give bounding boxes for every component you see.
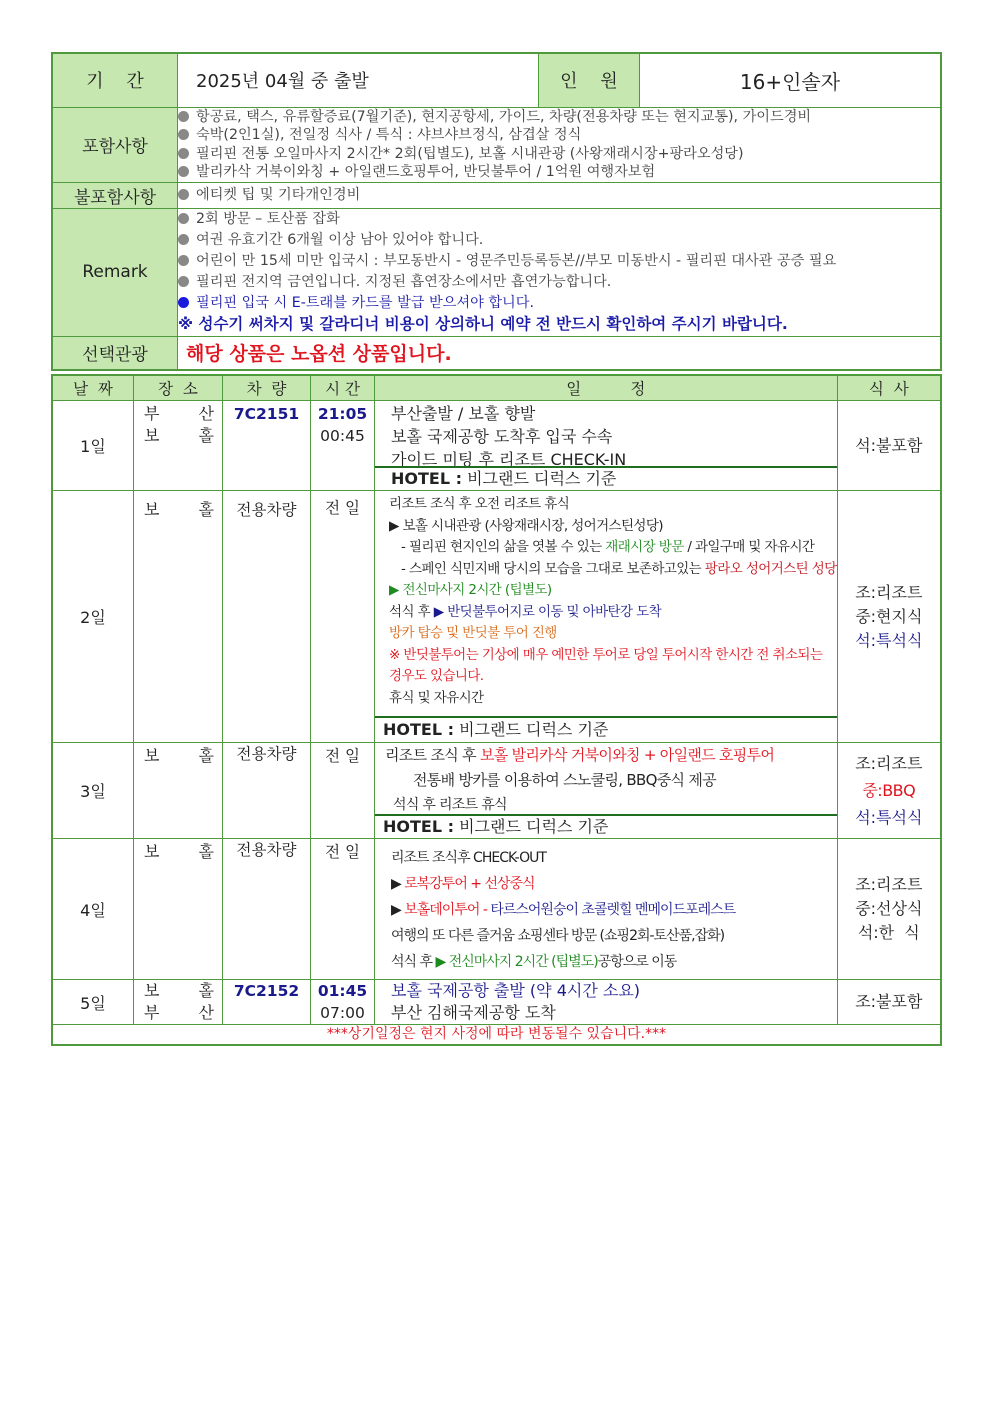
period-value: 2025년 04월 중 출발 — [178, 53, 539, 107]
day-label: 1일 — [52, 401, 134, 491]
hotel-line: HOTEL : 비그랜드 디럭스 기준 — [375, 716, 837, 742]
footnote: ***상기일정은 현지 사정에 따라 변동될수 있습니다.*** — [52, 1025, 941, 1046]
place-cell: 부 산 보 홀 — [134, 401, 223, 491]
footnote-row — [52, 1025, 941, 1046]
table-row — [52, 491, 941, 743]
itinerary-cell — [375, 401, 838, 491]
day-label: 5일 — [52, 980, 134, 1025]
itinerary-line: ▶ 보홀 시내관광 (사왕재래시장, 성어거스틴성당) — [389, 517, 663, 534]
meal-cell: 조:리조트 중:현지식 석:특석식 — [837, 491, 941, 743]
bullet-icon — [178, 129, 189, 140]
included-label: 포함사항 — [52, 107, 178, 182]
itinerary-line: 가이드 미팅 후 리조트 CHECK-IN — [391, 450, 627, 469]
remark-item: 어린이 만 15세 미만 입국시 : 부모동반시 - 영문주민등록등본//부모 미동반시 - 필리핀 대사관 공증 필요 — [178, 251, 940, 272]
table-row — [52, 401, 941, 491]
itinerary-cell — [375, 980, 838, 1025]
itinerary-line: 리조트 조식 후 오전 리조트 휴식 — [389, 496, 570, 512]
vehicle-cell: 7C2151 — [223, 401, 311, 491]
itinerary-line: 부산출발 / 보홀 향발 — [391, 404, 536, 423]
bullet-icon — [178, 297, 189, 308]
bullet-icon — [178, 255, 189, 266]
time-cell: 전 일 — [311, 743, 375, 839]
option-value: 해당 상품은 노옵션 상품입니다. — [178, 336, 942, 370]
itinerary-line: 전통배 방카를 이용하여 스노쿨링, BBQ중식 제공 — [413, 771, 716, 789]
hotel-line: HOTEL : 비그랜드 디럭스 기준 — [375, 814, 837, 838]
table-row — [52, 839, 941, 980]
itinerary-cell — [375, 839, 838, 980]
itinerary-line: 석식 후 리조트 휴식 — [393, 797, 507, 813]
itinerary-line: 리조트 조식후 CHECK-OUT — [391, 850, 546, 866]
itinerary-line: 여행의 또 다른 즐거움 쇼핑센타 방문 (쇼핑2회-토산품,잡화) — [391, 928, 725, 944]
meal-cell: 조:리조트 중:선상식 석:한 식 — [837, 839, 941, 980]
excluded-item: 에티켓 팁 및 기타개인경비 — [178, 186, 940, 205]
time-cell: 전 일 — [311, 839, 375, 980]
meal-cell: 석:불포함 — [837, 401, 941, 491]
remark-item: 2회 방문 – 토산품 잡화 — [178, 209, 940, 230]
people-value: 16+인솔자 — [640, 53, 942, 107]
itinerary-cell — [375, 743, 838, 839]
itinerary-line: 보홀 국제공항 출발 (약 4시간 소요) — [391, 981, 641, 1000]
schedule-header-row — [52, 375, 941, 401]
itinerary-line: ▶ 전신마사지 2시간 (팁별도) — [389, 582, 552, 598]
header-time: 시 간 — [311, 375, 375, 401]
place-cell: 보 홀 — [134, 491, 223, 743]
header-itinerary: 일 정 — [375, 375, 838, 401]
meal-cell: 조:리조트 중:BBQ 석:특석식 — [837, 743, 941, 839]
time-cell: 21:05 00:45 — [311, 401, 375, 491]
place-cell: 보 홀 — [134, 839, 223, 980]
remark-list — [178, 208, 942, 336]
itinerary-line: 리조트 조식 후 보홀 발리카삭 거북이와칭 + 아일랜드 호핑투어 — [385, 746, 775, 764]
included-item: 필리핀 전통 오일마사지 2시간* 2회(팁별도), 보홀 시내관광 (사왕재래시장+팡라오성당) — [178, 145, 940, 164]
header-meal: 식 사 — [837, 375, 941, 401]
bullet-icon — [178, 148, 189, 159]
itinerary-line: 경우도 있습니다. — [389, 668, 484, 684]
itinerary-line: 보홀 국제공항 도착후 입국 수속 — [391, 427, 613, 446]
itinerary-cell — [375, 491, 838, 743]
itinerary-line: - 스페인 식민지배 당시의 모습을 그대로 보존하고있는 팡라오 성어거스틴 성당 — [401, 560, 837, 577]
itinerary-line: ▶ 로복강투어 + 선상중식 — [391, 876, 535, 892]
remark-note: ※ 성수기 써차지 및 갈라디너 비용이 상의하니 예약 전 반드시 확인하여 주시기 바랍니다. — [178, 315, 788, 333]
itinerary-line: 석식 후 ▶ 전신마사지 2시간 (팁별도)공항으로 이동 — [391, 954, 677, 970]
table-row — [52, 980, 941, 1025]
meal-cell: 조:불포함 — [837, 980, 941, 1025]
remark-item-blue: 필리핀 입국 시 E-트래블 카드를 발급 받으셔야 합니다. — [178, 293, 940, 314]
day-label: 2일 — [52, 491, 134, 743]
excluded-list — [178, 182, 942, 208]
included-list — [178, 107, 942, 182]
bullet-icon — [178, 213, 189, 224]
itinerary-line: ▶ 보홀데이투어 - 타르스어원숭이 초콜렛힐 멘메이드포레스트 — [391, 902, 736, 918]
itinerary-line: 방카 탑승 및 반딧불 투어 진행 — [389, 625, 557, 641]
hotel-line: HOTEL : 비그랜드 디럭스 기준 — [375, 466, 837, 490]
included-item: 숙박(2인1실), 전일정 식사 / 특식 : 샤브샤브정식, 삼겹살 정식 — [178, 126, 940, 145]
itinerary-line: 휴식 및 자유시간 — [389, 689, 484, 706]
bullet-icon — [178, 189, 189, 200]
schedule-table — [51, 374, 942, 1046]
trip-info-table — [51, 52, 942, 371]
header-date: 날 짜 — [52, 375, 134, 401]
place-cell: 보 홀 부 산 — [134, 980, 223, 1025]
itinerary-line: - 필리핀 현지인의 삶을 엿볼 수 있는 재래시장 방문 / 과일구매 및 자유시간 — [401, 539, 815, 555]
people-label: 인 원 — [539, 53, 640, 107]
bullet-icon — [178, 166, 189, 177]
time-cell: 전 일 — [311, 491, 375, 743]
excluded-label: 불포함사항 — [52, 182, 178, 208]
header-vehicle: 차 량 — [223, 375, 311, 401]
remark-item: 필리핀 전지역 금연입니다. 지정된 흡연장소에서만 흡연가능합니다. — [178, 272, 940, 293]
table-row — [52, 743, 941, 839]
remark-label: Remark — [52, 208, 178, 336]
itinerary-line: 석식 후 ▶ 반딧불투어지로 이동 및 아바탄강 도착 — [389, 603, 662, 620]
bullet-icon — [178, 276, 189, 287]
vehicle-cell: 전용차량 — [223, 839, 311, 980]
vehicle-cell: 7C2152 — [223, 980, 311, 1025]
day-label: 4일 — [52, 839, 134, 980]
header-place: 장 소 — [134, 375, 223, 401]
day-label: 3일 — [52, 743, 134, 839]
vehicle-cell: 전용차량 — [223, 743, 311, 839]
itinerary-line: 부산 김해국제공항 도착 — [391, 1003, 556, 1022]
option-label: 선택관광 — [52, 336, 178, 370]
remark-item: 여권 유효기간 6개월 이상 남아 있어야 합니다. — [178, 230, 940, 251]
time-cell: 01:45 07:00 — [311, 980, 375, 1025]
bullet-icon — [178, 234, 189, 245]
place-cell: 보 홀 — [134, 743, 223, 839]
vehicle-cell: 전용차량 — [223, 491, 311, 743]
itinerary-line: ※ 반딧불투어는 기상에 매우 예민한 투어로 당일 투어시작 한시간 전 취소되는 — [389, 646, 823, 663]
included-item: 발리카삭 거북이와칭 + 아일랜드호핑투어, 반딧불투어 / 1억원 여행자보험 — [178, 163, 940, 182]
bullet-icon — [178, 111, 189, 122]
period-label: 기 간 — [52, 53, 178, 107]
included-item: 항공료, 택스, 유류할증료(7월기준), 현지공항세, 가이드, 차량(전용차량 또는 현지교통), 가이드경비 — [178, 108, 940, 127]
